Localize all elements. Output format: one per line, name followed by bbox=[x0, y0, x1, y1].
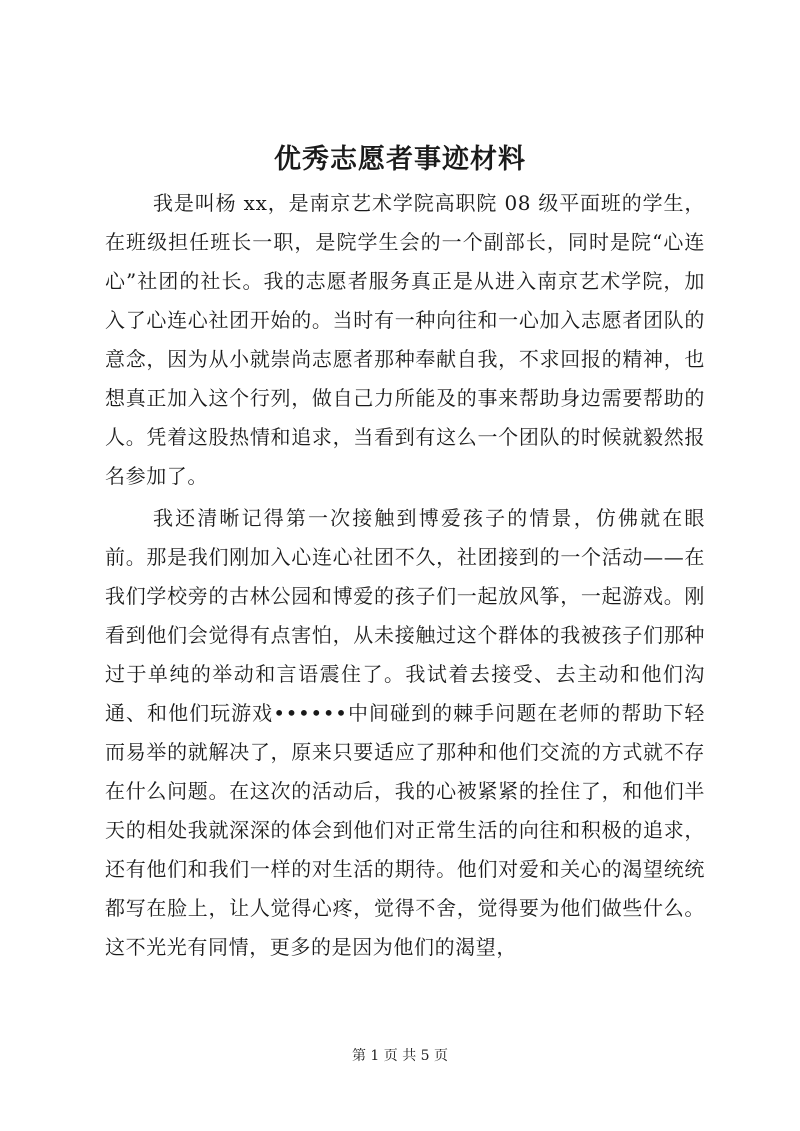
document-title: 优秀志愿者事迹材料 bbox=[274, 144, 526, 175]
page-number-footer: 第 1 页 共 5 页 bbox=[351, 1048, 449, 1064]
paragraph-1: 我是叫杨 xx，是南京艺术学院高职院 08 级平面班的学生，在班级担任班长一职，是院学生会的一个副部长，同时是院“心连心”社团的社长。我的志愿者服务真正是从进入南京艺术学院，加入了心连心社团开始的。当时有一种向往和一心加入志愿者团队的意念，因为从小就崇尚志愿者那种奉献自我，不求回报的精神，也想真正加入这个行列，做自己力所能及的事来帮助身边需要帮助的人。凭着这股热情和追求，当看到有这么一个团队的时候就毅然报名参加了。 bbox=[105, 191, 705, 488]
paragraph-2: 我还清晰记得第一次接触到博爱孩子的情景，仿佛就在眼前。那是我们刚加入心连心社团不久，社团接到的一个活动——在我们学校旁的古林公园和博爱的孩子们一起放风筝，一起游戏。刚看到他们会觉得有点害怕，从未接触过这个群体的我被孩子们那种过于单纯的举动和言语震住了。我试着去接受、去主动和他们沟通、和他们玩游戏••••••中间碰到的棘手问题在老师的帮助下轻而易举的就解决了，原来只要适应了那种和他们交流的方式就不存在什么问题。在这次的活动后，我的心被紧紧的拴住了，和他们半天的相处我就深深的体会到他们对正常生活的向往和积极的追求，还有他们和我们一样的对生活的期待。他们对爱和关心的渴望统统都写在脸上，让人觉得心疼，觉得不舍，觉得要为他们做些什么。这不光光有同情，更多的是因为他们的渴望， bbox=[105, 506, 705, 959]
document-body bbox=[105, 184, 705, 967]
